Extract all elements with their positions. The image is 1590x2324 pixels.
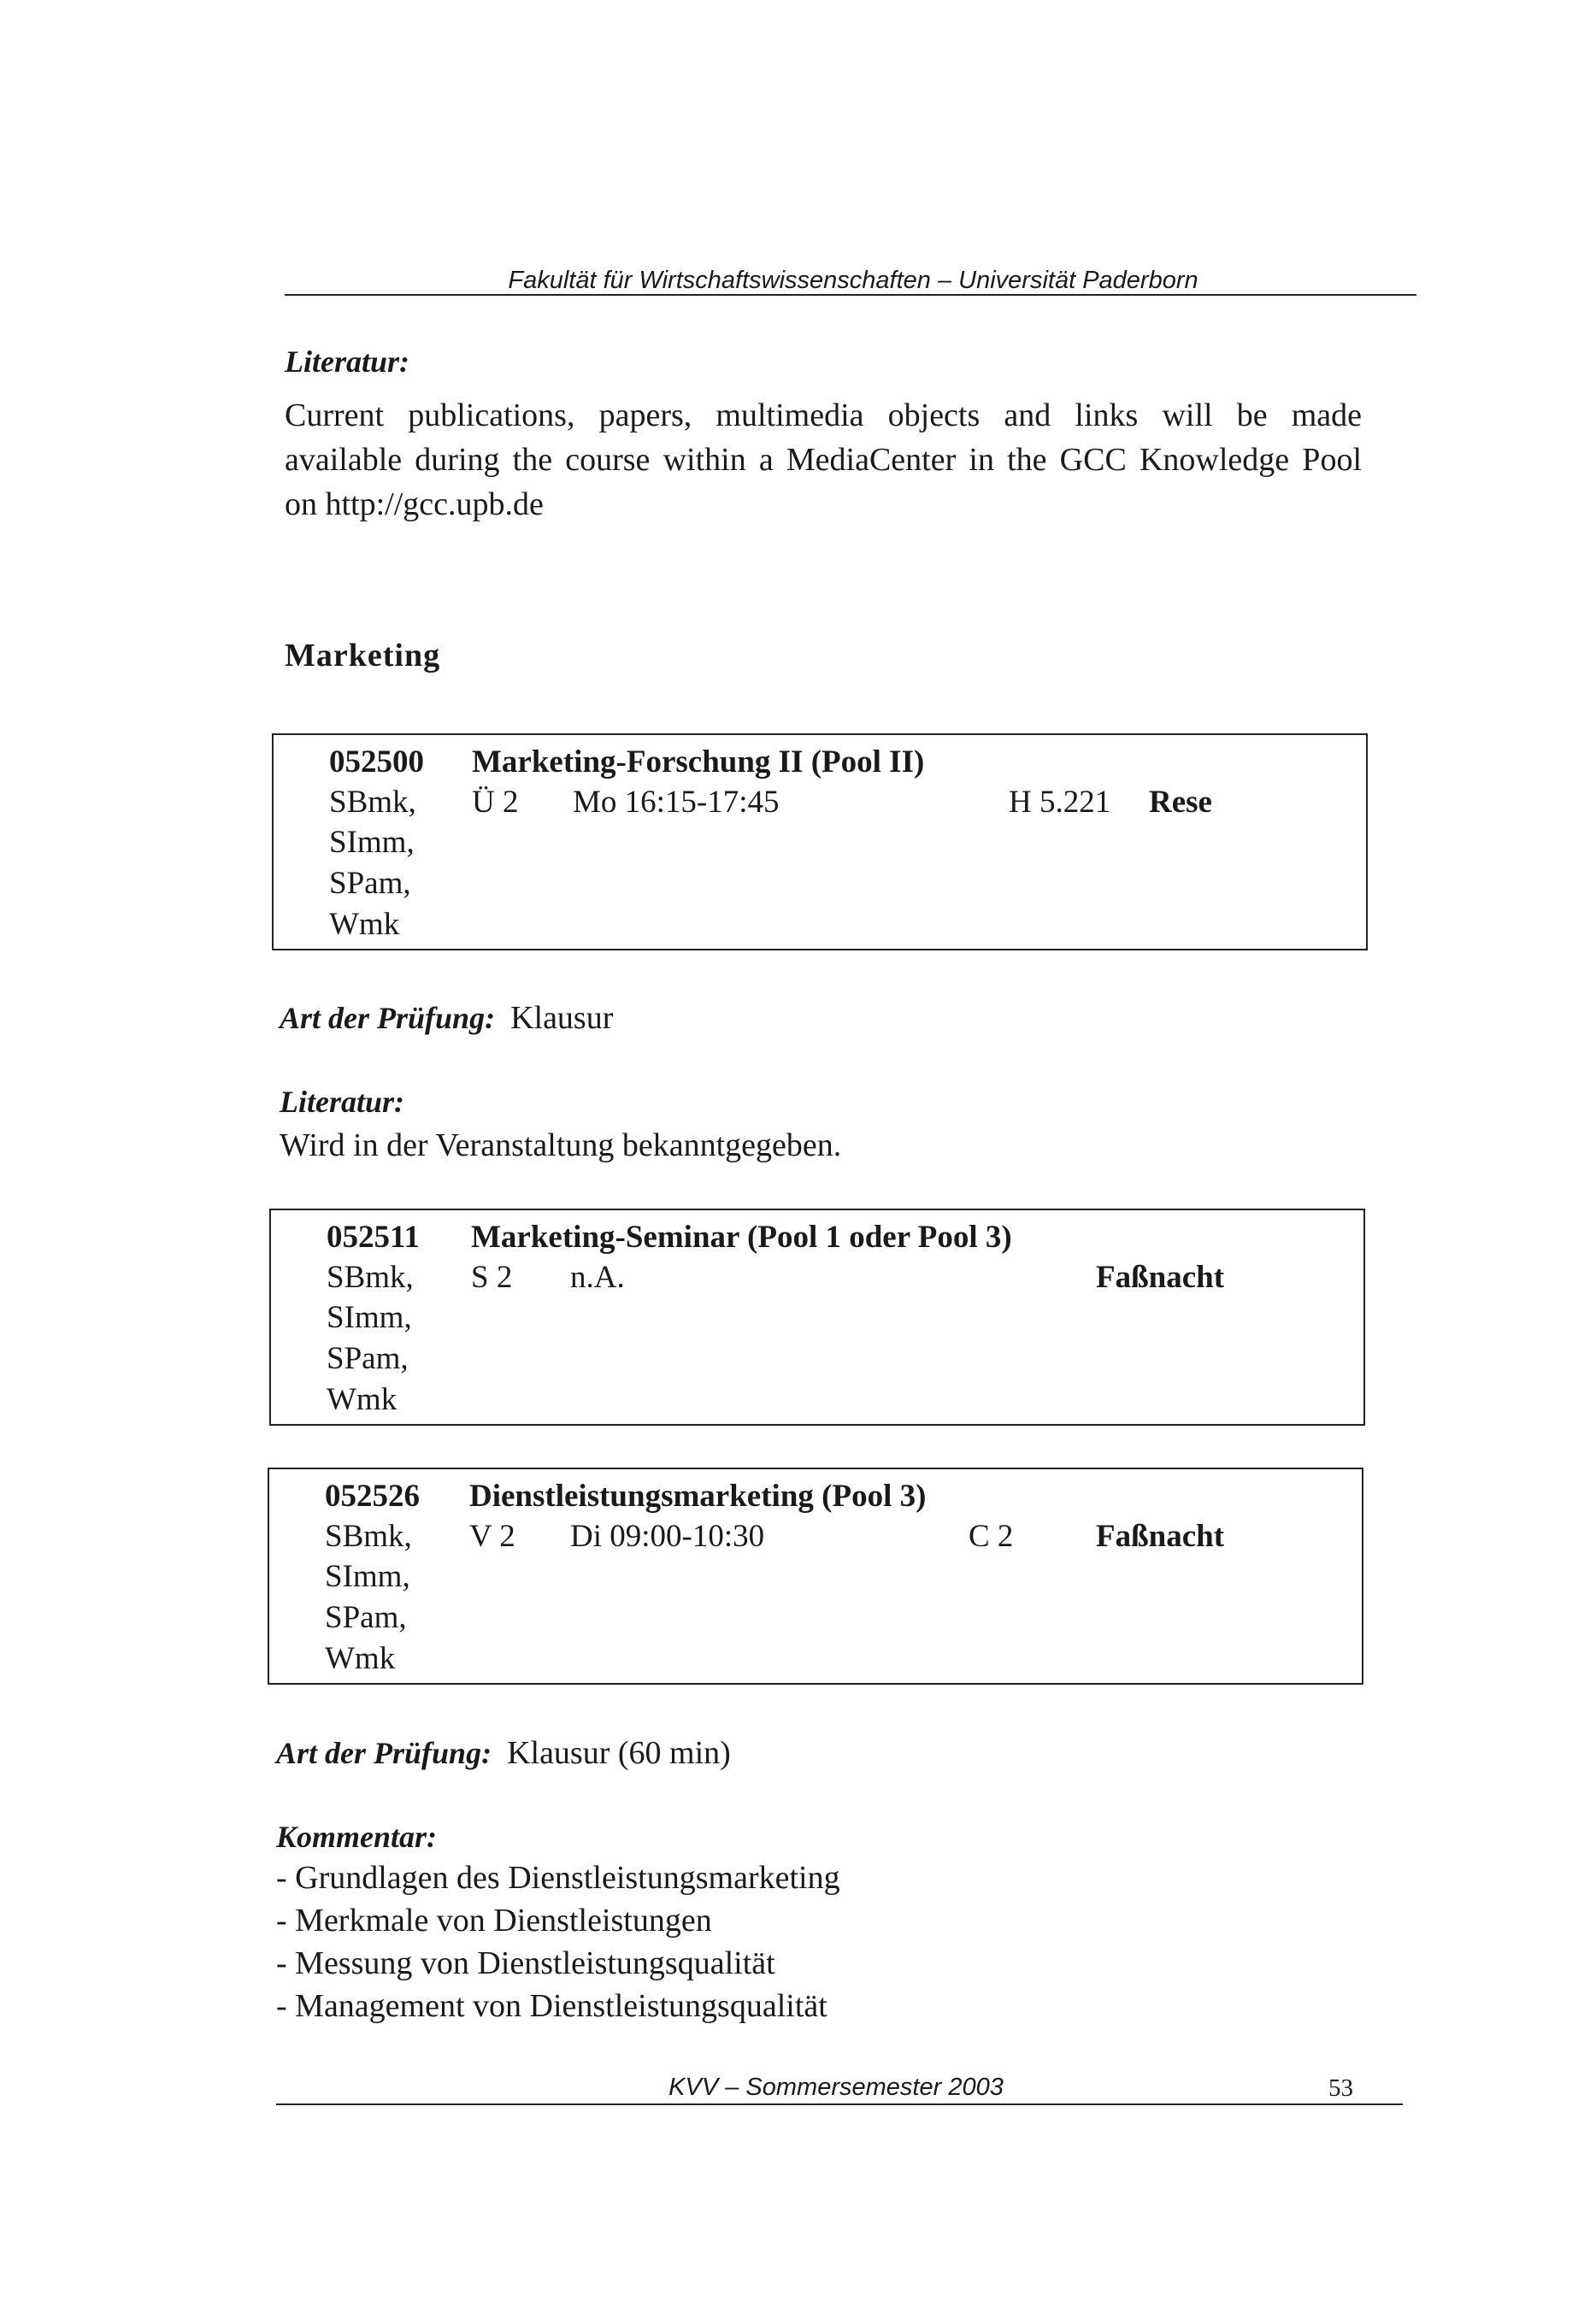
exam-type-label: Art der Prüfung: (280, 1001, 496, 1035)
course-title: Marketing-Forschung II (Pool II) (472, 744, 925, 780)
literature-line: available during the course within a MediaCenter in the GCC Knowledge Pool (285, 442, 1362, 478)
course-type: V 2 (469, 1519, 515, 1554)
course-lecturer: Faßnacht (1096, 1519, 1225, 1554)
comment-item: - Management von Dienstleistungsqualität (276, 1988, 827, 2024)
course-time: Mo 16:15-17:45 (573, 785, 780, 820)
course-room: C 2 (969, 1519, 1014, 1554)
exam-type-line (276, 1731, 731, 1775)
course-number: 052526 (325, 1479, 420, 1514)
course-time: n.A. (570, 1260, 625, 1295)
course-program: SBmk, (325, 1519, 412, 1554)
footer-title: KVV – Sommersemester 2003 (668, 2074, 1004, 2101)
course-program: Wmk (329, 907, 400, 942)
course-box (268, 1468, 1363, 1685)
page-footer (276, 2073, 1403, 2105)
literature-text: Wird in der Veranstaltung bekanntgegeben. (280, 1127, 842, 1163)
literature-line: on http://gcc.upb.de (285, 486, 544, 522)
course-program: SImm, (327, 1300, 412, 1335)
comment-item: - Merkmale von Dienstleistungen (276, 1903, 712, 1939)
course-title: Dienstleistungsmarketing (Pool 3) (469, 1479, 927, 1514)
course-box (269, 1209, 1365, 1426)
comment-item: - Messung von Dienstleistungsqualität (276, 1945, 775, 1981)
course-program: SPam, (327, 1341, 409, 1376)
literature-label: Literatur: (285, 344, 410, 379)
course-program: Wmk (325, 1641, 396, 1676)
course-lecturer: Faßnacht (1096, 1260, 1225, 1295)
exam-type-value: Klausur (60 min) (507, 1735, 731, 1771)
course-room: H 5.221 (1009, 785, 1111, 820)
course-time: Di 09:00-10:30 (570, 1519, 765, 1554)
course-program: SBmk, (327, 1260, 414, 1295)
page-header: Fakultät für Wirtschaftswissenschaften – Universität Paderborn (285, 267, 1416, 296)
course-program: Wmk (327, 1382, 398, 1417)
course-program: SImm, (325, 1559, 410, 1594)
course-program: SImm, (329, 825, 415, 860)
course-box (272, 733, 1368, 950)
course-type: S 2 (471, 1260, 513, 1295)
section-title: Marketing (285, 638, 441, 674)
course-title: Marketing-Seminar (Pool 1 oder Pool 3) (471, 1220, 1012, 1255)
exam-type-line (280, 996, 613, 1040)
exam-type-label: Art der Prüfung: (276, 1736, 492, 1770)
literature-line: Current publications, papers, multimedia objects and links will be made (285, 397, 1362, 433)
comment-list (276, 1856, 840, 2027)
comment-item: - Grundlagen des Dienstleistungsmarketing (276, 1860, 840, 1896)
course-program: SBmk, (329, 785, 416, 820)
course-program: SPam, (325, 1600, 407, 1635)
comment-label: Kommentar: (276, 1820, 438, 1854)
course-lecturer: Rese (1149, 785, 1212, 820)
literature-text (285, 393, 1362, 527)
literature-label: Literatur: (280, 1085, 405, 1119)
course-number: 052500 (329, 744, 424, 780)
course-number: 052511 (327, 1220, 420, 1255)
course-program: SPam, (329, 866, 411, 901)
exam-type-value: Klausur (510, 1000, 614, 1036)
page-number: 53 (1328, 2074, 1353, 2102)
course-type: Ü 2 (472, 785, 519, 820)
